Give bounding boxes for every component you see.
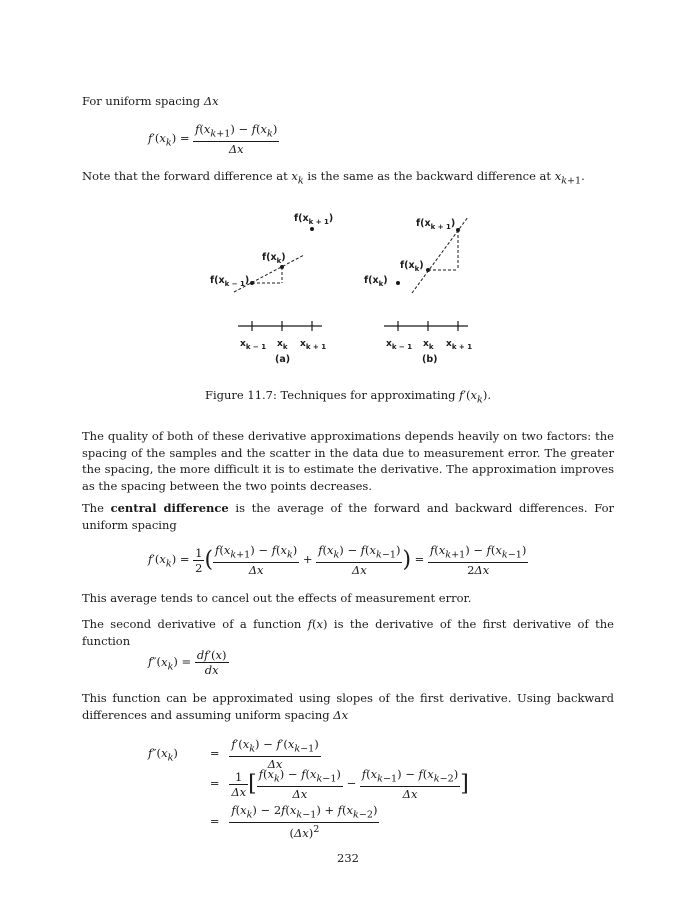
central-paragraph: The central difference is the average of the forward and backward differences. For uniform spacing	[82, 501, 614, 532]
second-derivative-definition: $f''(x_k)$ = $\frac{df'(x)}{dx}$	[148, 648, 227, 677]
figure-11-7	[202, 205, 502, 375]
label-b-f-xk1: $f(x_{k + 1})$	[416, 218, 456, 231]
tick-b-xkm1: $x_{k - 1}$	[386, 339, 413, 351]
tick-a-xkm1: $x_{k - 1}$	[240, 339, 267, 351]
central-difference-term: central difference	[110, 501, 229, 515]
second-derivative-line-1: $f''(x_k)$ = $\frac{f'(x_k) - f'(x_{k-1})}{\Delta x}$	[148, 737, 319, 772]
cancel-paragraph: This average tends to cancel out the effects of measurement error.	[82, 591, 472, 605]
panel-a	[210, 213, 333, 365]
panel-b-label: (b)	[422, 354, 438, 365]
label-b-f-xk: $f(x_k)$	[400, 260, 424, 273]
tick-a-xkp1: $x_{k + 1}$	[300, 339, 327, 351]
tick-a-xk: $x_k$	[277, 339, 288, 351]
second-derivative-line-3: = $\frac{f(x_k) - 2f(x_{k-1}) + f(x_{k-2})}{(\Delta x)^2}$	[209, 803, 378, 841]
page-number: 232	[337, 851, 359, 865]
note-paragraph: Note that the forward difference at $x_k$ is the same as the backward difference at $x_{k+1}$.	[82, 169, 585, 187]
second-derivative-paragraph: The second derivative of a function f(x) is the derivative of the first derivative of the function	[82, 617, 614, 648]
approx-paragraph: This function can be approximated using slopes of the first derivative. Using backward differences and assuming uniform spacing Δx	[82, 691, 614, 722]
label-f-xkm1: $f(x_{k - 1})$	[210, 275, 250, 288]
figure-caption: Figure 11.7: Techniques for approximating $f'(x_k)$.	[205, 388, 491, 406]
intro-paragraph: For uniform spacing Δx	[82, 94, 219, 108]
label-f-xk1: $f(x_{k + 1})$	[294, 213, 334, 226]
point-f-xk1	[310, 227, 314, 231]
label-b-f-xk-left: $f(x_k)$	[364, 275, 388, 288]
forward-difference-equation: $f'(x_k)$ = $\frac{f(x_{k+1}) - f(x_k)}{\Delta x}$	[148, 122, 278, 157]
tick-b-xkp1: $x_{k + 1}$	[446, 339, 473, 351]
second-derivative-line-2: = $\frac{1}{\Delta x}$ [ $\frac{f(x_k) - f(x_{k-1})}{\Delta x}$ − $\frac{f(x_{k-1}) - f(x_{k-2})}{\Delta x}$ ]	[209, 767, 469, 802]
label-f-xk: $f(x_k)$	[262, 252, 286, 265]
panel-a-label: (a)	[275, 354, 291, 365]
quality-paragraph: The quality of both of these derivative approximations depends heavily on two factors: the spacing of the samples and the scatter in the data due to measurement error. The greater the spacing, the more difficult it is to estimate the derivative. The approximation improves as the spacing between the two points decreases.	[82, 429, 614, 493]
central-difference-equation: $f'(x_k)$ = $\frac{1}{2}$ ( $\frac{f(x_{k+1}) - f(x_k)}{\Delta x}$ + $\frac{f(x_k) - f(x_{k-1})}{\Delta x}$ ) = $\frac{f(x_{k+1}) - f(x_{k-1})}{2\Delta x}$	[148, 543, 527, 578]
point-b-f-xkm1	[396, 281, 400, 285]
tick-b-xk: $x_k$	[423, 339, 434, 351]
panel-b	[364, 217, 472, 365]
